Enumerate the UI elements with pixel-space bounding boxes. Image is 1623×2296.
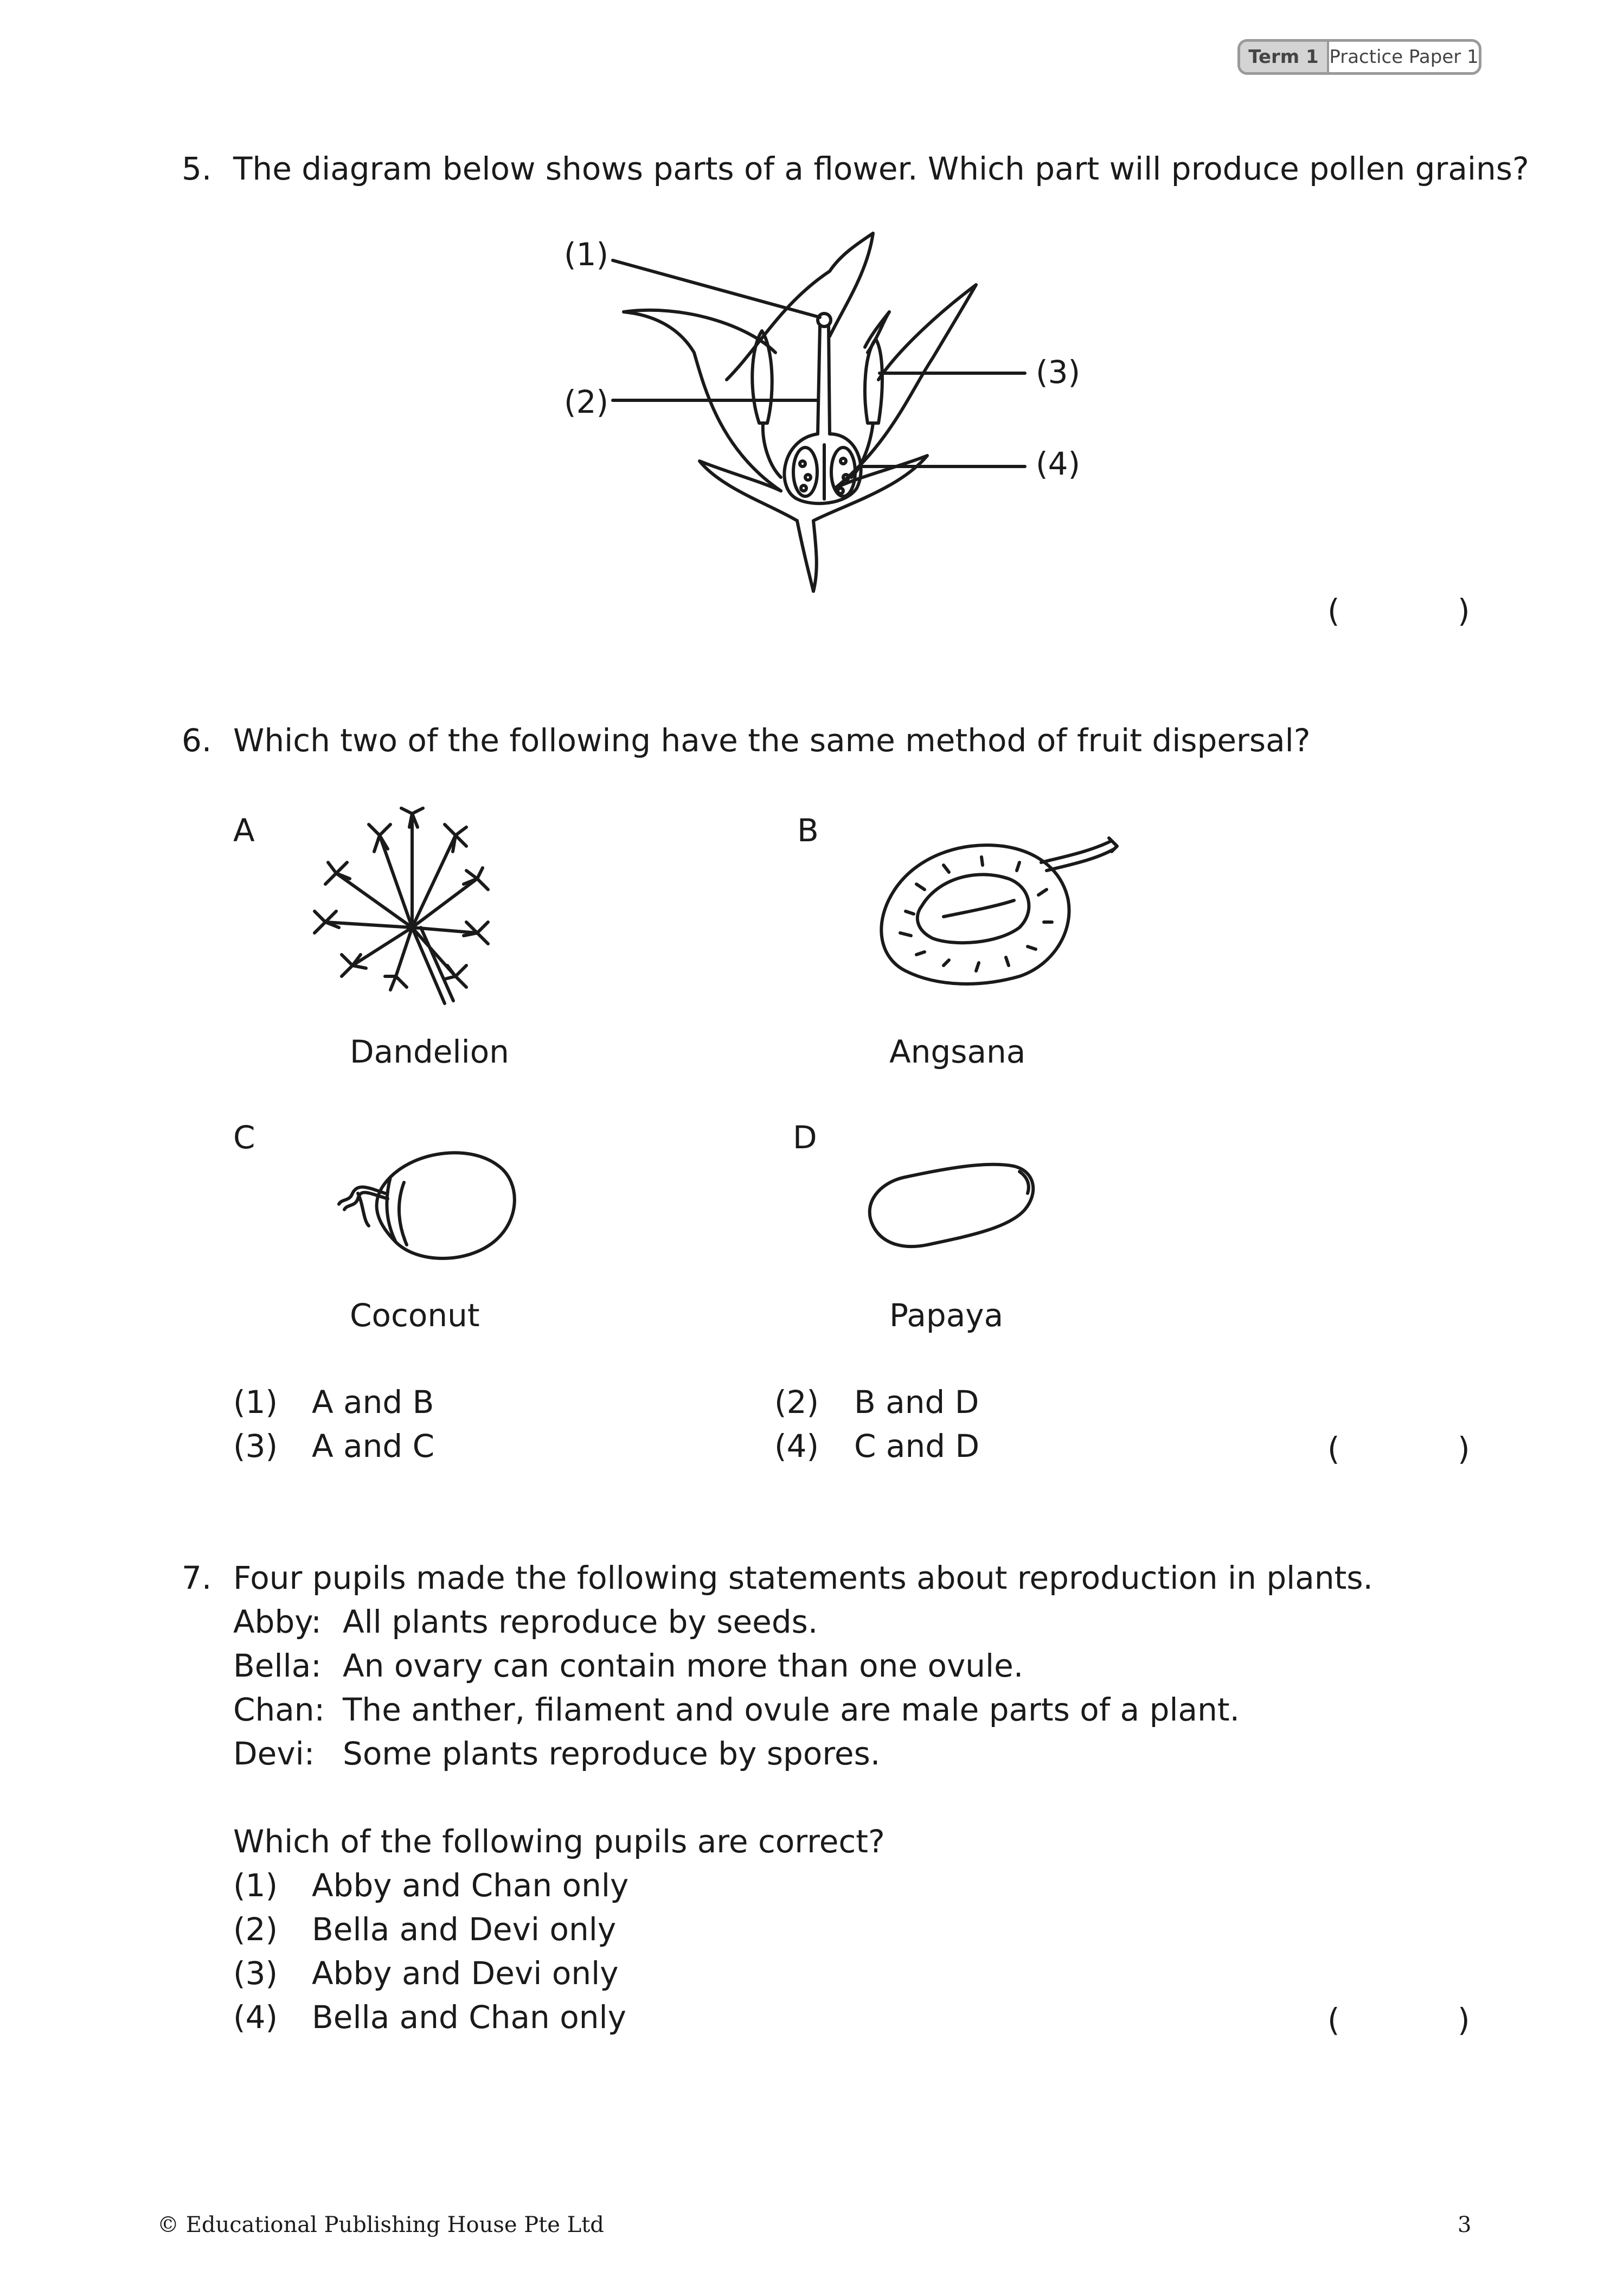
q6-option-4-text[interactable]: C and D <box>854 1428 980 1464</box>
q5-answer-open: ( <box>1327 592 1340 629</box>
q6-answer-close: ) <box>1458 1430 1470 1467</box>
q6-answer-open: ( <box>1327 1430 1340 1467</box>
item-d-letter: D <box>793 1119 817 1156</box>
q7-question: Which of the following pupils are correct? <box>233 1823 885 1860</box>
item-a-name: Dandelion <box>350 1033 509 1070</box>
coconut-icon <box>309 1134 526 1269</box>
q6-option-1-num: (1) <box>233 1384 278 1421</box>
papaya-seed-icon <box>857 1139 1041 1258</box>
q6-text: Which two of the following have the same method of fruit dispersal? <box>233 722 1311 759</box>
q5-number: 5. <box>182 150 212 187</box>
q7-option-4-num: (4) <box>233 1999 278 2036</box>
dandelion-icon <box>304 803 499 1009</box>
q6-option-2-num: (2) <box>774 1384 819 1421</box>
q7-number: 7. <box>182 1559 212 1596</box>
q5-answer-close: ) <box>1458 592 1470 629</box>
flower-stalk <box>797 521 813 591</box>
item-c-letter: C <box>233 1119 255 1156</box>
q7-option-3-text[interactable]: Abby and Devi only <box>312 1955 619 1992</box>
q7-option-3-num: (3) <box>233 1955 278 1992</box>
statement-1-name: Abby: <box>233 1603 322 1640</box>
q6-option-1-text[interactable]: A and B <box>312 1384 434 1421</box>
statement-3-name: Chan: <box>233 1691 325 1728</box>
flower-diagram <box>0 0 1623 624</box>
angsana-icon <box>862 824 1117 998</box>
q7-answer-open: ( <box>1327 2001 1340 2038</box>
q6-option-3-num: (3) <box>233 1428 278 1464</box>
q6-option-2-text[interactable]: B and D <box>854 1384 979 1421</box>
statement-4-name: Devi: <box>233 1735 315 1772</box>
paper-label: Practice Paper 1 <box>1329 46 1479 68</box>
flower-label-3: (3) <box>1036 354 1081 391</box>
q7-option-1-text[interactable]: Abby and Chan only <box>312 1867 629 1904</box>
q7-intro: Four pupils made the following statements about reproduction in plants. <box>233 1559 1373 1596</box>
statement-2-text: An ovary can contain more than one ovule. <box>343 1647 1024 1684</box>
item-b-letter: B <box>797 812 819 849</box>
q7-answer-close: ) <box>1458 2001 1470 2038</box>
q7-option-1-num: (1) <box>233 1867 278 1904</box>
statement-2-name: Bella: <box>233 1647 322 1684</box>
style <box>818 325 820 434</box>
q7-option-2-num: (2) <box>233 1911 278 1948</box>
q7-option-2-text[interactable]: Bella and Devi only <box>312 1911 617 1948</box>
left-stamen-anther <box>752 331 772 423</box>
item-c-name: Coconut <box>350 1297 480 1334</box>
statement-4-text: Some plants reproduce by spores. <box>343 1735 881 1772</box>
q7-option-4-text[interactable]: Bella and Chan only <box>312 1999 626 2036</box>
flower-label-4: (4) <box>1036 445 1081 482</box>
term-label: Term 1 <box>1240 42 1329 72</box>
page-number: 3 <box>1458 2212 1472 2237</box>
statement-3-text: The anther, filament and ovule are male parts of a plant. <box>343 1691 1240 1728</box>
q6-number: 6. <box>182 722 212 759</box>
q6-option-4-num: (4) <box>774 1428 819 1464</box>
item-b-name: Angsana <box>889 1033 1026 1070</box>
flower-label-2: (2) <box>564 383 609 420</box>
item-a-letter: A <box>233 812 255 849</box>
footer-copyright: © Educational Publishing House Pte Ltd <box>157 2212 604 2237</box>
statement-1-text: All plants reproduce by seeds. <box>343 1603 818 1640</box>
item-d-name: Papaya <box>889 1297 1004 1334</box>
q5-text: The diagram below shows parts of a flower. Which part will produce pollen grains? <box>233 150 1529 187</box>
flower-label-1: (1) <box>564 236 609 273</box>
q6-option-3-text[interactable]: A and C <box>312 1428 435 1464</box>
flower-petal-right <box>835 285 976 488</box>
